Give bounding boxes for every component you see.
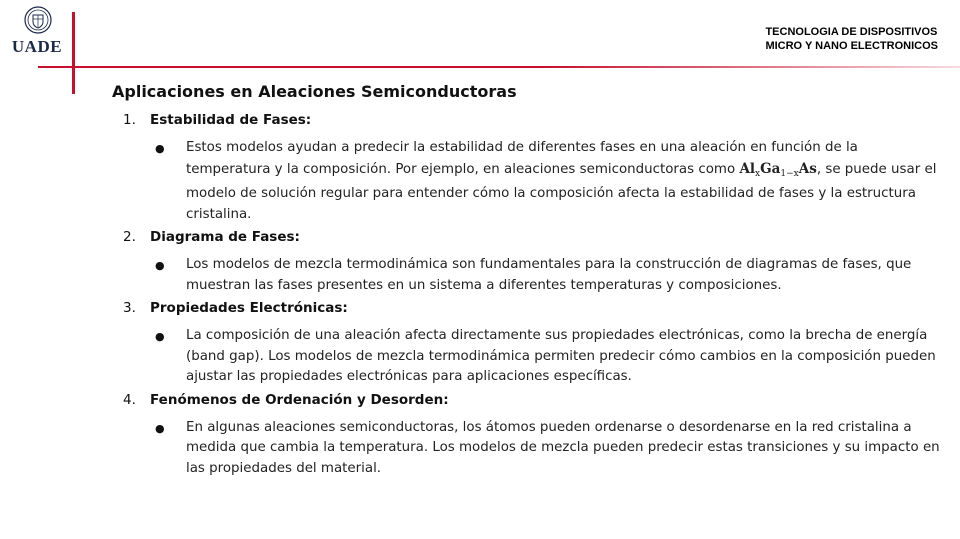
item-number: 2. xyxy=(123,229,136,245)
bullet-icon: ● xyxy=(155,330,165,343)
list-item xyxy=(123,300,953,388)
description-text-before: Estos modelos ayudan a predecir la estabilidad de diferentes fases en una aleación en función de la temperatura y la composición. Por ejemplo, en aleaciones semiconductoras como xyxy=(186,140,858,177)
course-title-line-2: MICRO Y NANO ELECTRONICOS xyxy=(765,39,938,52)
item-bullet-row xyxy=(123,418,953,480)
formula-element-as: As xyxy=(798,160,817,177)
formula-subscript-x: x xyxy=(755,168,761,179)
formula-subscript-1-x: 1−x xyxy=(780,168,799,179)
bullet-icon: ● xyxy=(155,259,165,272)
item-heading xyxy=(123,112,953,132)
item-title: Diagrama de Fases: xyxy=(150,229,300,245)
item-bullet-row xyxy=(123,326,953,388)
item-heading xyxy=(123,392,953,412)
item-bullet-row xyxy=(123,255,953,296)
alloy-formula xyxy=(739,161,816,177)
item-bullet-row xyxy=(123,138,953,225)
course-title xyxy=(765,26,938,53)
applications-list xyxy=(123,112,953,483)
uade-logo xyxy=(6,6,66,58)
course-title-line-1: TECNOLOGIA DE DISPOSITIVOS xyxy=(765,26,938,38)
list-item xyxy=(123,112,953,225)
item-description: Los modelos de mezcla termodinámica son fundamentales para la construcción de diagramas de fases, que muestran las fases presentes en un sistema a diferentes temperaturas y composiciones. xyxy=(186,257,912,293)
item-description: La composición de una aleación afecta directamente sus propiedades electrónicas, como la brecha de energía (band gap). Los modelos de mezcla termodinámica permiten predecir cómo cambios en la composición pueden ajustar las propiedades electrónicas para aplicaciones específicas. xyxy=(186,328,936,384)
item-description xyxy=(186,138,946,225)
item-title: Propiedades Electrónicas: xyxy=(150,300,348,316)
bullet-icon: ● xyxy=(155,421,165,435)
university-seal-icon xyxy=(24,6,52,34)
header-horizontal-rule xyxy=(38,66,960,68)
logo-text: UADE xyxy=(11,37,63,56)
item-number: 1. xyxy=(123,112,136,128)
list-item xyxy=(123,392,953,480)
item-heading xyxy=(123,229,953,249)
section-title: Aplicaciones en Aleaciones Semiconductoras xyxy=(112,82,517,101)
item-heading xyxy=(123,300,953,320)
item-title: Fenómenos de Ordenación y Desorden: xyxy=(150,391,449,408)
header-vertical-rule xyxy=(72,12,75,94)
formula-element-ga: Ga xyxy=(760,160,781,177)
list-item xyxy=(123,229,953,296)
item-number: 4. xyxy=(123,391,136,408)
item-description: En algunas aleaciones semiconductoras, los átomos pueden ordenarse o desordenarse en la red cristalina a medida que cambia la temperatura. Los modelos de mezcla pueden predecir estas transiciones y su impacto en las propiedades del material. xyxy=(186,419,940,476)
item-title: Estabilidad de Fases: xyxy=(150,112,312,128)
item-number: 3. xyxy=(123,300,136,316)
description-text-after: , se puede usar el modelo de solución regular para entender cómo la composición afecta la estabilidad de fases y la estructura cristalina. xyxy=(186,161,937,222)
bullet-icon: ● xyxy=(155,142,165,155)
formula-element-al: Al xyxy=(739,160,756,177)
